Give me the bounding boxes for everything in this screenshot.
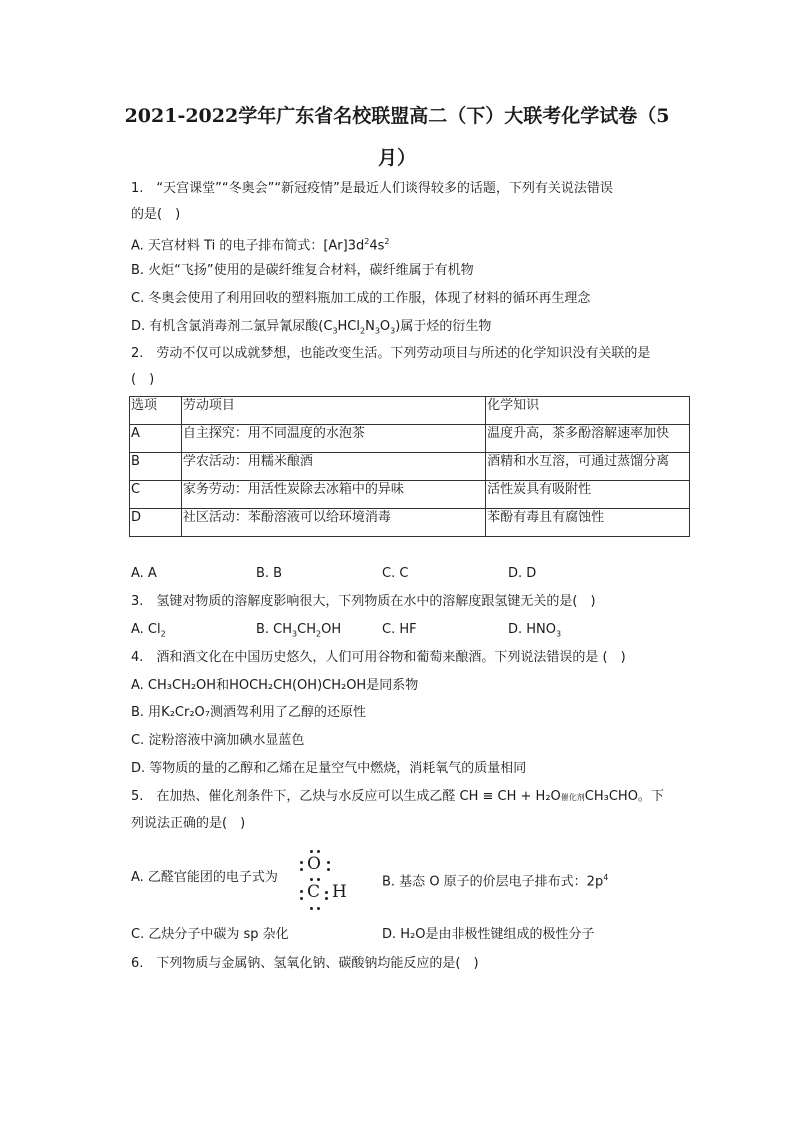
q1-stem-line1: 1. “天宫课堂”“冬奥会”“新冠疫情”是最近人们谈得较多的话题，下列有关说法错误	[131, 181, 613, 196]
electron-dot	[300, 868, 303, 871]
q4-option-c: C. 淀粉溶液中滴加碘水显蓝色	[131, 733, 305, 748]
q3-option-a: A. $Cl_2$	[131, 622, 166, 639]
electron-dot	[317, 907, 320, 910]
electron-dot	[300, 890, 303, 893]
q1-option-d: D. 有机含氯消毒剂二氯异氰尿酸$(C_3HCl_2N_3O_3)$属于烃的衍生物	[131, 319, 492, 336]
q4-stem: 4. 酒和酒文化在中国历史悠久，人们可用谷物和葡萄来酿酒。下列说法错误的是 ( )	[131, 650, 626, 665]
q1-stem-line2: 的是( )	[131, 207, 181, 222]
electron-dot	[310, 878, 313, 881]
q5-option-b: B. 基态 O 原子的价层电子排布式：$2p^4$	[382, 873, 609, 890]
q5-option-a: A. 乙醛官能团的电子式为	[131, 870, 278, 885]
q1-option-c: C. 冬奥会使用了利用回收的塑料瓶加工成的工作服，体现了材料的循环再生理念	[131, 291, 591, 306]
q6-stem: 6. 下列物质与金属钠、氢氧化钠、碳酸钠均能反应的是( )	[131, 956, 479, 971]
table-cell: 学农活动：用糯米酿酒	[181, 453, 485, 481]
table-cell: A	[130, 425, 182, 453]
q3-option-c: C. HF	[382, 622, 417, 637]
table-cell: D	[130, 509, 182, 537]
electron-dot	[310, 850, 313, 853]
table-header-row	[130, 397, 690, 425]
q4-option-a: A. CH₃CH₂OH和HOCH₂CH(OH)CH₂OH是同系物	[131, 678, 419, 693]
q2-option-a: A. A	[131, 566, 157, 581]
electron-dot	[300, 897, 303, 900]
lewis-hydrogen: H	[332, 882, 347, 902]
table-cell: 活性炭具有吸附性	[486, 481, 690, 509]
q5-option-c: C. 乙炔分子中碳为 sp 杂化	[131, 927, 289, 942]
q5-stem-line2: 列说法正确的是( )	[131, 816, 246, 831]
q2-stem-line1: 2. 劳动不仅可以成就梦想，也能改变生活。下列劳动项目与所述的化学知识没有关联的是	[131, 346, 651, 361]
electron-dot	[325, 891, 328, 894]
table-cell: 自主探究：用不同温度的水泡茶	[181, 425, 485, 453]
catalyst-label: 催化剂	[560, 793, 585, 802]
q3-option-b: B. $CH_3CH_2OH$	[256, 622, 342, 639]
table-cell: 温度升高，茶多酚溶解速率加快	[486, 425, 690, 453]
electron-dot	[325, 897, 328, 900]
exam-title-line1: 2021-2022学年广东省名校联盟高二（下）大联考化学试卷（5	[124, 105, 670, 127]
table-cell: 苯酚有毒且有腐蚀性	[486, 509, 690, 537]
electron-dot	[327, 868, 330, 871]
q4-option-b: B. 用K₂Cr₂O₇测酒驾利用了乙醇的还原性	[131, 705, 366, 720]
q2-option-d: D. D	[508, 566, 537, 581]
table-header-cell: 劳动项目	[181, 397, 485, 425]
q3-stem: 3. 氢键对物质的溶解度影响很大，下列物质在水中的溶解度跟氢键无关的是( )	[131, 594, 596, 609]
q2-option-c: C. C	[382, 566, 409, 581]
q2-stem-line2: ( )	[131, 372, 155, 387]
table-cell: 家务劳动：用活性炭除去冰箱中的异味	[181, 481, 485, 509]
electron-dot	[317, 850, 320, 853]
table-row	[130, 453, 690, 481]
lewis-oxygen: O	[307, 854, 321, 874]
q2-table	[129, 396, 690, 537]
table-cell: 社区活动：苯酚溶液可以给环境消毒	[181, 509, 485, 537]
table-row	[130, 481, 690, 509]
table-cell: B	[130, 453, 182, 481]
lewis-structure	[292, 848, 362, 912]
electron-dot	[310, 907, 313, 910]
exam-title-line2: 月）	[377, 147, 416, 169]
q2-option-b: B. B	[256, 566, 283, 581]
electron-dot	[300, 861, 303, 864]
table-header-cell: 化学知识	[486, 397, 690, 425]
q5-option-d: D. H₂O是由非极性键组成的极性分子	[382, 927, 595, 942]
q1-option-a: A. 天宫材料 Ti 的电子排布简式：$[Ar]3d^24s^2$	[131, 237, 390, 254]
q1-option-b: B. 火炬“飞扬”使用的是碳纤维复合材料，碳纤维属于有机物	[131, 263, 474, 278]
table-cell: C	[130, 481, 182, 509]
electron-dot	[327, 861, 330, 864]
table-cell: 酒精和水互溶，可通过蒸馏分离	[486, 453, 690, 481]
q3-option-d: D. $HNO_3$	[508, 622, 562, 639]
table-row	[130, 509, 690, 537]
lewis-carbon: C	[307, 882, 321, 902]
table-header-cell: 选项	[130, 397, 182, 425]
q5-stem-line1: 5. 在加热、催化剂条件下，乙炔与水反应可以生成乙醛 CH ≡ CH + H₂O催化剂CH₃CHO。下	[131, 789, 664, 804]
electron-dot	[317, 878, 320, 881]
table-row	[130, 425, 690, 453]
q4-option-d: D. 等物质的量的乙醇和乙烯在足量空气中燃烧，消耗氧气的质量相同	[131, 761, 527, 776]
